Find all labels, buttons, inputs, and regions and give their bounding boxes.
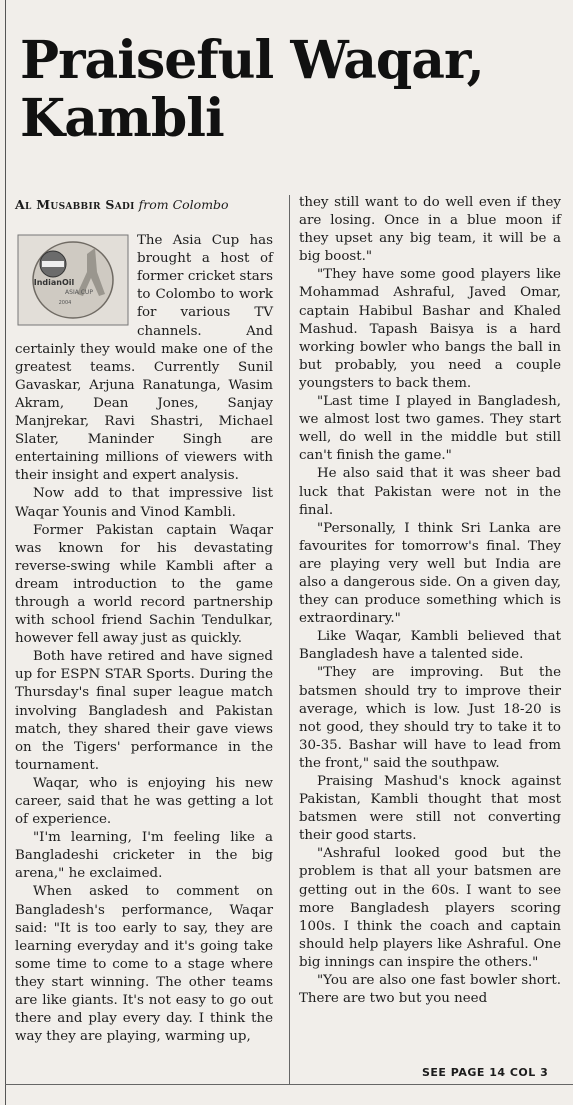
byline <box>15 196 273 214</box>
paragraph: "You are also one fast bowler short. There are two but you need <box>299 973 561 1007</box>
asia-cup-logo <box>17 234 129 326</box>
logo-brand-text: IndianOil <box>33 278 75 288</box>
byline-author: Al Musabbir Sadi <box>15 197 135 212</box>
column-border-left <box>5 0 6 1105</box>
asia-cup-logo-graphic <box>17 234 129 326</box>
headline: Praiseful Waqar, Kambli <box>20 30 484 149</box>
right-column <box>299 194 561 1008</box>
paragraph: Waqar, who is enjoying his new career, said that he was getting a lot of experience. <box>15 775 273 828</box>
column-divider <box>289 195 290 1085</box>
paragraph: When asked to comment on Bangladesh's performance, Waqar said: "It is too early to say, they are learning everyday and it's going take some time to come to a stage where they start winning. The other teams are like giants. It's not easy to go out there and play every day. I think the way they are playing, warming up, <box>15 884 273 1045</box>
paragraph: Now add to that impressive list Waqar Younis and Vinod Kambli. <box>15 486 273 520</box>
paragraph: "They are improving. But the batsmen should try to improve their average, which is low. Just 18-20 is not good, they should try to take it to 30-35. Bashar will have to lead from the front," said the southpaw. <box>299 665 561 771</box>
paragraph: "They have some good players like Mohammad Ashraful, Javed Omar, captain Habibul Bashar and Khaled Mashud. Tapash Baisya is a hard working bowler who bangs the ball in but probably, you need a couple youngsters to back them. <box>299 267 561 391</box>
paragraph: Praising Mashud's knock against Pakistan, Kambli thought that most batsmen were still not converting their good starts. <box>299 774 561 844</box>
left-column <box>15 196 273 1046</box>
paragraph: Like Waqar, Kambli believed that Bangladesh have a talented side. <box>299 629 561 663</box>
paragraph: "Personally, I think Sri Lanka are favourites for tomorrow's final. They are playing very well but India are also a dangerous side. On a given day, they can produce something which is extraordinary." <box>299 520 561 627</box>
paragraph: "I'm learning, I'm feeling like a Bangladeshi cricketer in the big arena," he exclaimed. <box>15 830 273 882</box>
paragraph: Former Pakistan captain Waqar was known for his devastating reverse-swing while Kambli after a dream introduction to the game through a world record partnership with school friend Sachin Tendulkar, however fell away just as quickly. <box>15 522 273 647</box>
paragraph: The Asia Cup has brought a host of former cricket stars to Colombo to work for various TV channels. And certainly they would make one of the greatest teams. Currently Sunil Gavaskar, Arjuna Ranatunga, Wasim Akram, Dean Jones, Sanjay Manjrekar, Ravi Shastri, Michael Slater, Maninder Singh are entertaining millions of viewers with their insight and expert analysis. <box>15 233 273 484</box>
logo-event-text: ASIA CUP <box>65 289 93 297</box>
logo-year-text: 2004 <box>58 300 72 307</box>
paragraph: He also said that it was sheer bad luck that Pakistan were not in the final. <box>299 466 561 518</box>
paragraph: they still want to do well even if they are losing. Once in a blue moon if they upset any big team, it will be a big boost." <box>299 195 561 265</box>
continuation-jump: SEE PAGE 14 COL 3 <box>422 1066 549 1079</box>
paragraph: "Last time I played in Bangladesh, we almost lost two games. They start well, do well in the middle but still can't finish the game." <box>299 394 561 464</box>
paragraph: Both have retired and have signed up for ESPN STAR Sports. During the Thursday's final super league match involving Bangladesh and Pakistan match, they shared their gave views on the Tigers' performance in the tournament. <box>15 649 273 773</box>
paragraph: "Ashraful looked good but the problem is that all your batsmen are getting out in the 60s. I want to see more Bangladesh players scoring 100s. I think the coach and captain should help players like Ashraful. One big innings can inspire the others." <box>299 846 561 970</box>
bottom-rule <box>5 1084 573 1085</box>
byline-location: from Colombo <box>138 197 229 212</box>
